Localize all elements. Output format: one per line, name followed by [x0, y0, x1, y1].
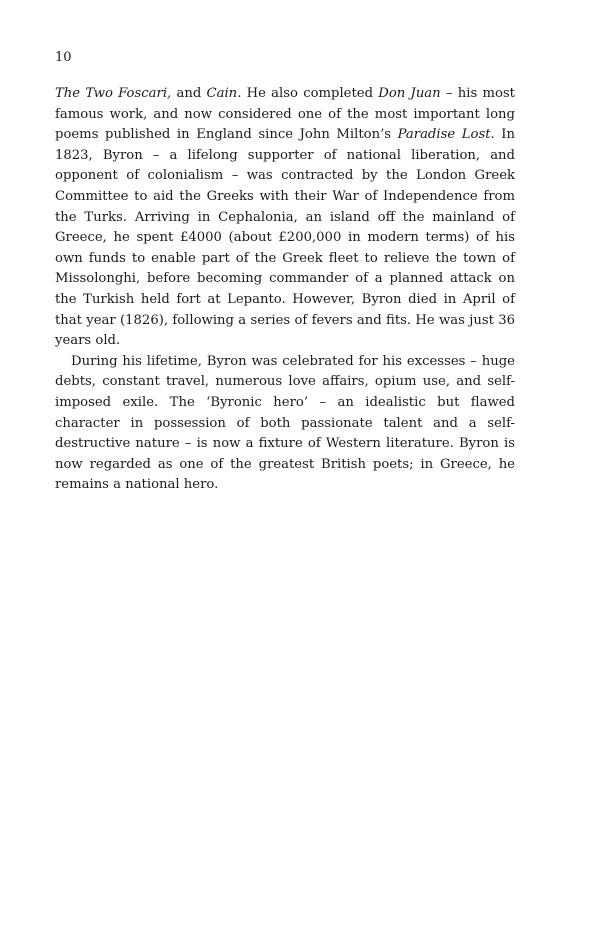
- text-segment: and: [171, 86, 207, 101]
- body-paragraph-2: [55, 352, 515, 496]
- body-paragraph-1: [55, 84, 515, 352]
- text-segment: In 1823, Byron – a lifelong supporter of national liberation, and opponent of colonialism – was contracted by the London Greek Committee to aid the Greeks with their War of Independence from the Turks. Arriving in Cephalonia, an island off the mainland of Greece, he spent £4000 (about £200,000 in modern terms) of his own funds to enable part of the Greek fleet to relieve the town of Missolonghi, before becoming commander of a planned attack on the Turkish held fort at Lepanto. However, Byron died in April of that year (1826), following a series of fevers and fits. He was just 36 years old.: [55, 127, 515, 349]
- page-number: 10: [55, 50, 72, 65]
- work-title-cain: Cain: [206, 86, 238, 101]
- book-page: [55, 48, 515, 496]
- text-segment: – his most famous work, and now considered one of the most important long poems published in England since John Milton’s: [55, 86, 515, 143]
- work-title-two-foscari: The Two Foscari,: [55, 86, 172, 101]
- text-segment: . He also completed: [237, 86, 379, 101]
- text-segment: During his lifetime, Byron was celebrated for his excesses – huge debts, constant travel, numerous love affairs, opium use, and self-imposed exile. The ‘Byronic hero’ – an idealistic but flawed character in possession of both passionate talent and a self-destructive nature – is now a fixture of Western literature. Byron is now regarded as one of the greatest British poets; in Greece, he remains a national hero.: [55, 353, 515, 493]
- work-title-don-juan: Don Juan: [378, 86, 441, 101]
- work-title-paradise-lost: Paradise Lost.: [397, 127, 495, 143]
